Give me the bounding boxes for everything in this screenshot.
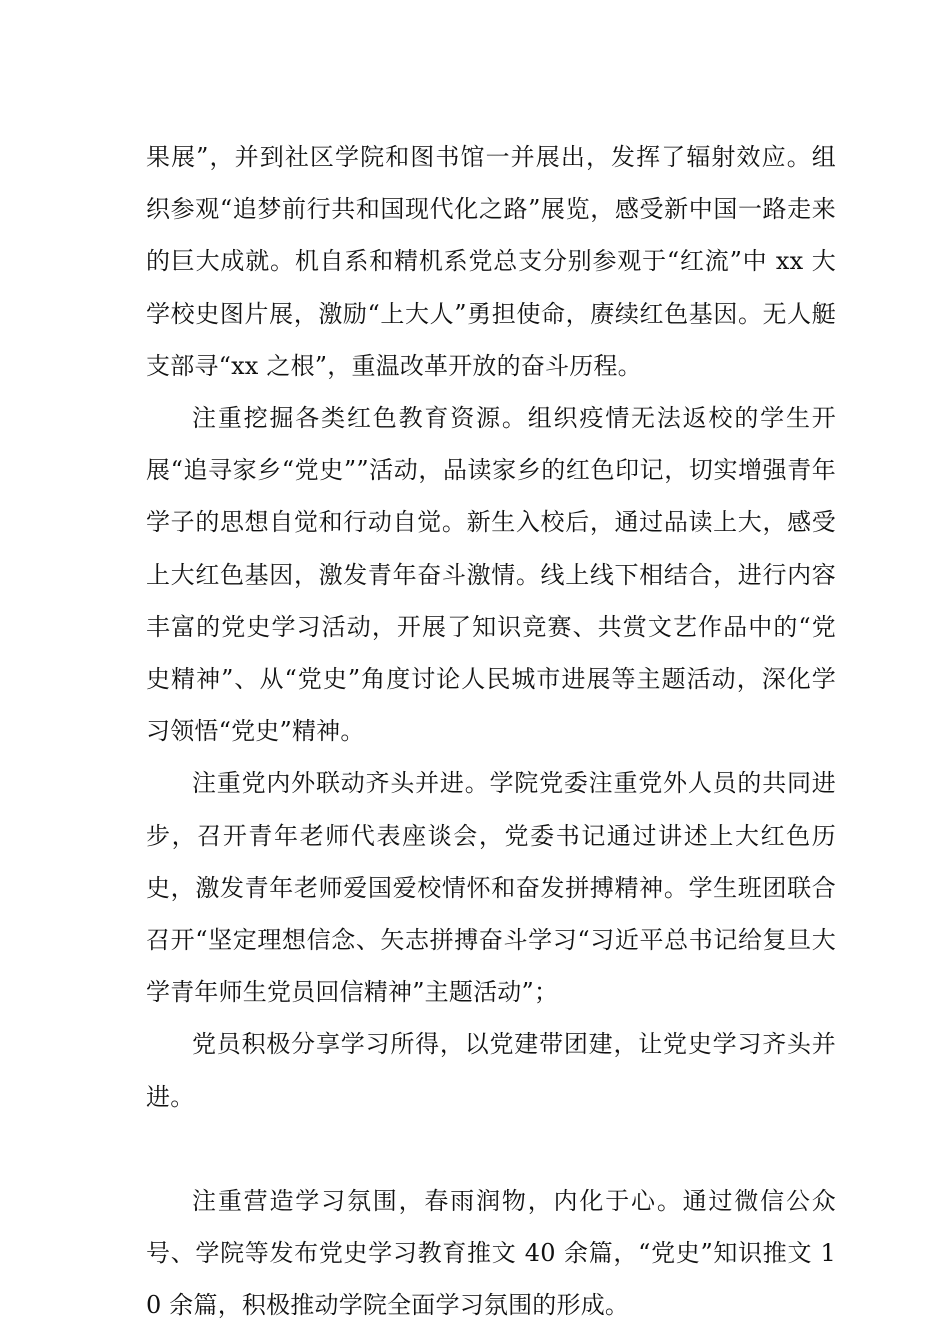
paragraph-spacer — [146, 1123, 836, 1175]
paragraph-red-resources: 注重挖掘各类红色教育资源。组织疫情无法返校的学生开展“追寻家乡“党史””活动，品读家乡的红色印记，切实增强青年学子的思想自觉和行动自觉。新生入校后，通过品读上大，感受上大红色基因，激发青年奋斗激情。线上线下相结合，进行内容丰富的党史学习活动，开展了知识竞赛、共赏文艺作品中的“党史精神”、从“党史”角度讨论人民城市进展等主题活动，深化学习领悟“党史”精神。 — [146, 404, 836, 746]
paragraph-continuation: 果展”，并到社区学院和图书馆一并展出，发挥了辐射效应。组织参观“追梦前行共和国现代化之路”展览，感受新中国一路走来的巨大成就。机自系和精机系党总支分别参观于“红流”中 xx 大学校史图片展，激励“上大人”勇担使命，赓续红色基因。无人艇支部寻“xx 之根”，重温改革开放的奋斗历程。 — [146, 143, 836, 380]
paragraph-members-sharing: 党员积极分享学习所得，以党建带团建，让党史学习齐头并进。 — [146, 1030, 836, 1111]
body-text — [146, 131, 836, 1331]
paragraph-learning-atmosphere: 注重营造学习氛围，春雨润物，内化于心。通过微信公众号、学院等发布党史学习教育推文 40 余篇，“党史”知识推文 10 余篇，积极推动学院全面学习氛围的形成。 — [146, 1186, 836, 1320]
paragraph-inner-outer-linkage: 注重党内外联动齐头并进。学院党委注重党外人员的共同进步，召开青年老师代表座谈会，党委书记通过讲述上大红色历史，激发青年老师爱国爱校情怀和奋发拼搏精神。学生班团联合召开“坚定理想信念、矢志拼搏奋斗学习“习近平总书记给复旦大学青年师生党员回信精神”主题活动”； — [146, 769, 836, 1007]
